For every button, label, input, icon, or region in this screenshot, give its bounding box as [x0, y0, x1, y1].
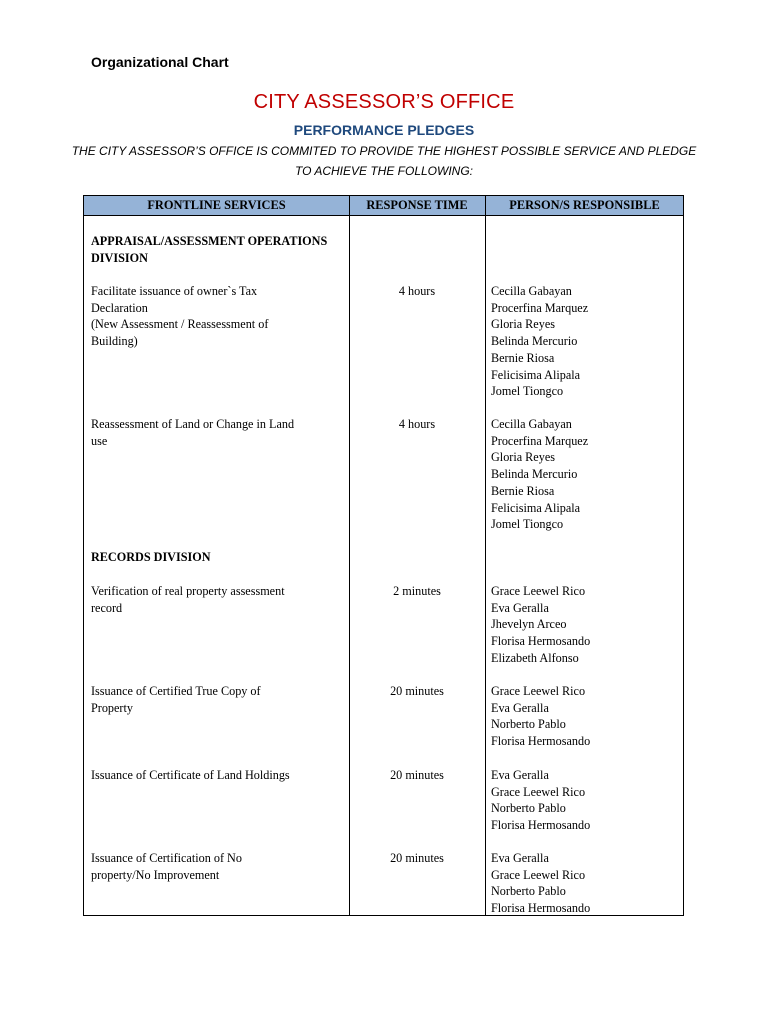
person-name: Gloria Reyes: [491, 450, 555, 465]
person-name: Cecilla Gabayan: [491, 417, 572, 431]
service-line: record: [91, 600, 123, 615]
person-name: Eva Geralla: [491, 600, 549, 615]
person-name: Grace Leewel Rico: [491, 784, 586, 799]
response-time-cell: 20 minutes: [390, 768, 444, 782]
person-name: Grace Leewel Rico: [491, 684, 586, 698]
division-line: DIVISION: [91, 250, 148, 265]
person-name: Bernie Riosa: [491, 483, 555, 498]
service-line: use: [91, 433, 108, 448]
pledges-table: [83, 195, 684, 916]
person-name: Jomel Tiongco: [491, 384, 564, 399]
service-cell: [91, 767, 341, 784]
service-line: Issuance of Certified True Copy of: [91, 684, 261, 698]
response-time-cell: 2 minutes: [393, 584, 441, 598]
persons-cell: [491, 283, 681, 400]
person-name: Elizabeth Alfonso: [491, 650, 579, 665]
page-subtitle: PERFORMANCE PLEDGES: [293, 122, 475, 138]
person-name: Bernie Riosa: [491, 350, 555, 365]
person-name: Norberto Pablo: [491, 801, 566, 816]
division-heading: [91, 549, 341, 566]
person-name: Jomel Tiongco: [491, 517, 564, 532]
person-name: Eva Geralla: [491, 851, 549, 865]
person-name: Cecilla Gabayan: [491, 284, 572, 298]
persons-cell: [491, 767, 681, 834]
division-heading: [91, 233, 341, 266]
page-title: CITY ASSESSOR’S OFFICE: [253, 91, 515, 113]
division-line: RECORDS DIVISION: [91, 550, 211, 564]
header-frontline-services: FRONTLINE SERVICES: [147, 198, 286, 212]
service-cell: [91, 583, 341, 616]
response-time-cell: 20 minutes: [390, 851, 444, 865]
person-name: Florisa Hermosando: [491, 818, 591, 833]
header-persons-responsible: PERSON/S RESPONSIBLE: [509, 198, 660, 212]
service-line: Property: [91, 700, 133, 715]
service-line: property/No Improvement: [91, 867, 220, 882]
service-line: Issuance of Certificate of Land Holdings: [91, 768, 290, 782]
service-cell: [91, 416, 341, 449]
response-time-cell: 4 hours: [398, 284, 436, 298]
service-line: Reassessment of Land or Change in Land: [91, 417, 295, 431]
service-line: (New Assessment / Reassessment of: [91, 317, 269, 332]
person-name: Gloria Reyes: [491, 317, 555, 332]
person-name: Grace Leewel Rico: [491, 584, 586, 598]
response-time-cell: 20 minutes: [390, 684, 444, 698]
table-header: [84, 196, 683, 216]
person-name: Norberto Pablo: [491, 717, 566, 732]
service-line: Issuance of Certification of No: [91, 851, 242, 865]
person-name: Florisa Hermosando: [491, 634, 591, 649]
person-name: Jhevelyn Arceo: [491, 617, 567, 632]
person-name: Procerfina Marquez: [491, 300, 589, 315]
person-name: Florisa Hermosando: [491, 734, 591, 749]
person-name: Florisa Hermosando: [491, 901, 591, 916]
service-cell: [91, 683, 341, 716]
intro-line-2: TO ACHIEVE THE FOLLOWING:: [294, 164, 474, 178]
person-name: Norberto Pablo: [491, 884, 566, 899]
person-name: Felicisima Alipala: [491, 500, 581, 515]
person-name: Procerfina Marquez: [491, 433, 589, 448]
org-chart-heading: Organizational Chart: [91, 54, 229, 70]
response-time-cell: 4 hours: [398, 417, 436, 431]
column-divider: [485, 196, 486, 915]
service-line: Facilitate issuance of owner`s Tax: [91, 284, 258, 298]
person-name: Grace Leewel Rico: [491, 867, 586, 882]
division-line: APPRAISAL/ASSESSMENT OPERATIONS: [91, 234, 328, 248]
persons-cell: [491, 850, 681, 917]
persons-cell: [491, 583, 681, 667]
person-name: Eva Geralla: [491, 768, 549, 782]
service-cell: [91, 283, 341, 350]
service-cell: [91, 850, 341, 883]
person-name: Eva Geralla: [491, 700, 549, 715]
service-line: Building): [91, 334, 138, 349]
intro-text: [60, 141, 708, 181]
service-line: Declaration: [91, 300, 148, 315]
header-response-time: RESPONSE TIME: [366, 198, 468, 212]
person-name: Belinda Mercurio: [491, 334, 578, 349]
intro-line-1: THE CITY ASSESSOR’S OFFICE IS COMMITED TO PROVIDE THE HIGHEST POSSIBLE SERVICE AND PLEDGE: [71, 144, 697, 158]
persons-cell: [491, 683, 681, 750]
person-name: Belinda Mercurio: [491, 467, 578, 482]
service-line: Verification of real property assessment: [91, 584, 285, 598]
column-divider: [349, 196, 350, 915]
person-name: Felicisima Alipala: [491, 367, 581, 382]
persons-cell: [491, 416, 681, 533]
